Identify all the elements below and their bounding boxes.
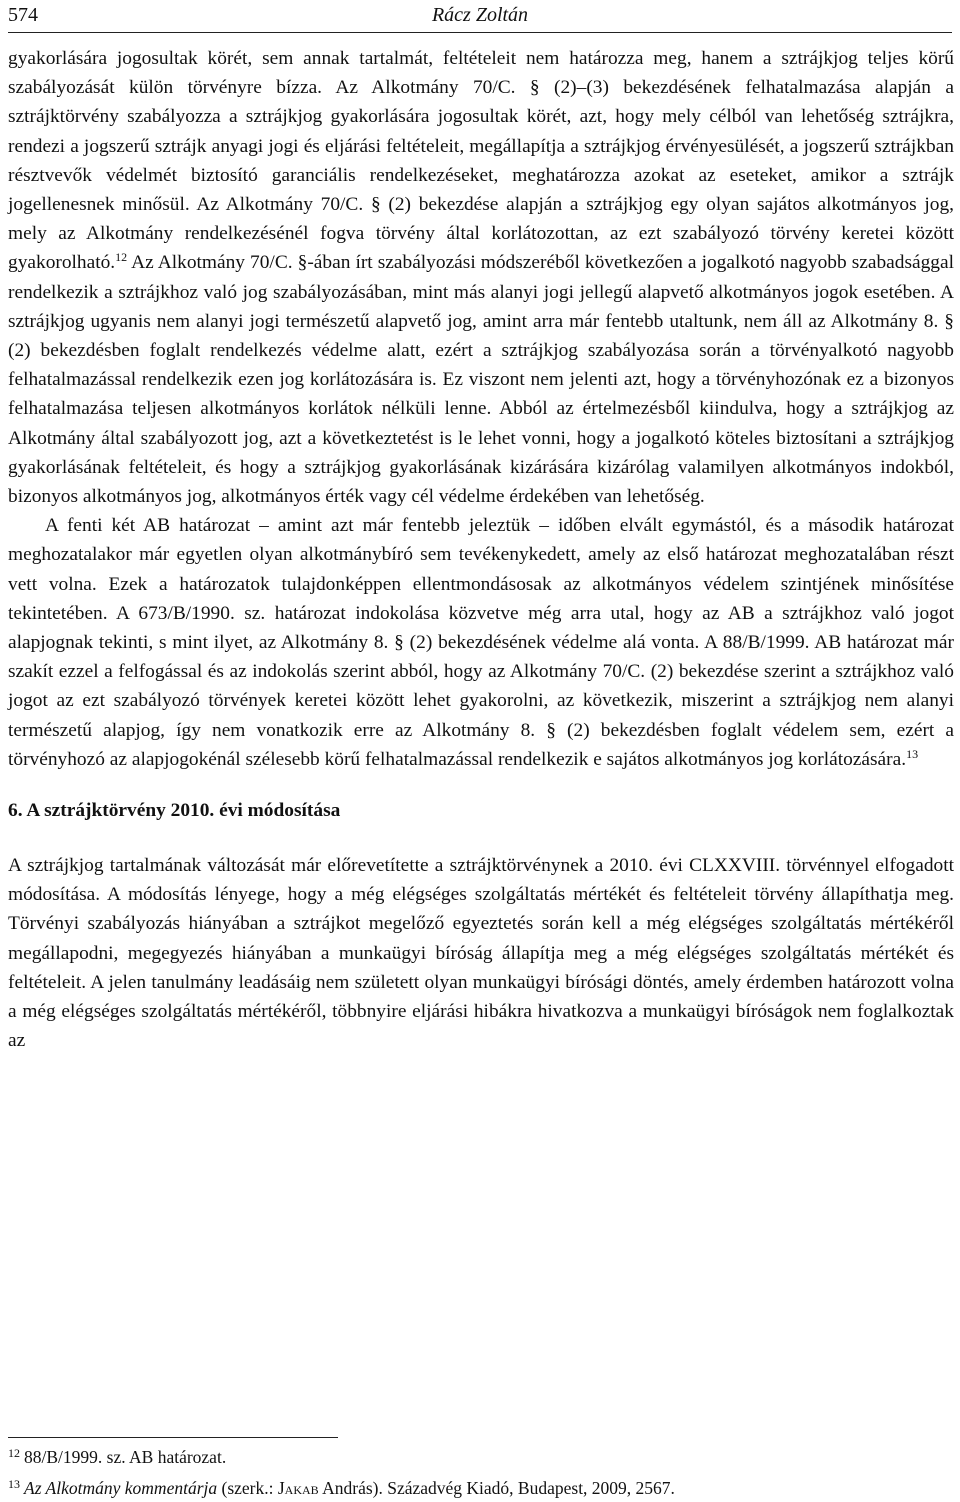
footnote-item: $^{13}$ Az Alkotmány kommentárja (szerk.: Jakab András). Századvég Kiadó, Budapest, 2009, 2567.: [8, 1477, 675, 1498]
section-heading: 6. A sztrájktörvény 2010. évi módosítása: [8, 800, 341, 822]
page-header: [8, 0, 952, 33]
footnote-item: $^{12}$ 88/B/1999. sz. AB határozat.: [8, 1446, 227, 1467]
cited-work-title: Az Alkotmány kommentárja: [24, 1478, 218, 1498]
running-head-author: Rácz Zoltán: [431, 4, 529, 26]
paragraph: A sztrájkjog tartalmának változását már előrevetítette a sztrájktörvénynek a 2010. évi CLXXVIII. törvénnyel elfogadott módosítása. A módosítás lényege, hogy a még elégséges szolgáltatás mértékét és feltételeit törvény állapíthatja meg. Törvényi szabályozás hiányában a sztrájkot megelőző egyeztetés során kell a még elégséges szolgáltatás mértékéről megállapodni, megegyezés hiányában a munkaügyi bíróság állapítja meg a még elégséges szolgáltatás mértékét és feltételeit. A jelen tanulmány leadásáig nem született olyan munkaügyi bírósági döntés, amely érdemben határozott volna a még elégséges szolgáltatás mértékéről, többnyire eljárási hibákra hivatkozva a munkaügyi bíróságok nem foglalkoztak az: [8, 855, 954, 1052]
footnote-number: 13: [8, 1477, 20, 1491]
editor-surname: Jakab: [277, 1478, 319, 1498]
footnote-number: 12: [8, 1446, 20, 1460]
footnotes: [8, 1440, 954, 1502]
paragraph: gyakorlására jogosultak körét, sem annak tartalmát, feltételeit nem határozza meg, hanem a sztrájkjog teljes körű szabályozását külön törvényre bízza. Az Alkotmány 70/C. § (2)–(3) bekezdésének felhatalmazása alapján a sztrájktörvény szabályozza a sztrájkjog gyakorlására jogosultak körét, azt, hogy mely célból van lehetőség sztrájkra, rendezi a jogszerű sztrájk anyagi jogi és eljárási feltételeit, megállapítja a sztrájkjog érvényesülését, a jogszerű sztrájkban résztvevők védelmét biztosító garanciális rendelkezéseket, meghatározza azokat az eseteket, amikor a sztrájk jogellenesnek minősül. Az Alkotmány 70/C. § (2) bekezdése alapján a sztrájkjog egy olyan sajátos alkotmányos jog, mely az Alkotmány rendelkezésénél fogva törvény által korlátozottan, az ezt szabályozó törvény keretei között gyakorolható.$^{12}$ Az Alkotmány 70/C. §-ában írt szabályozási módszeréből következően a jogalkotó nagyobb szabadsággal rendelkezik a sztrájkhoz való jog szabályozásában, mint más alanyi jogi jellegű alapvető alkotmányos jogok esetében. A sztrájkjog ugyanis nem alanyi jogi természetű alapvető jog, amint arra már fentebb utaltunk, nem áll az Alkotmány 8. § (2) bekezdésben foglalt rendelkezés védelme alatt, ezért a sztrájkjog szabályozása során a törvényalkotó nagyobb felhatalmazással rendelkezik ezen jog korlátozására is. Ez viszont nem jelenti azt, hogy a törvényhozónak ez a bizonyos felhatalmazása teljesen alkotmányos korlátok nélküli lenne. Abból az értelmezésből kiindulva, hogy a sztrájkjog az Alkotmány által szabályozott jog, azt a következtetést is le lehet vonni, hogy a jogalkotó köteles biztosítani a sztrájkjog gyakorlásának feltételeit, és hogy a sztrájkjog gyakorlásának kizárására kizárólag valamilyen alkotmányos indokból, bizonyos alkotmányos jog, alkotmányos érték vagy cél védelme érdekében van lehetőség.: [8, 48, 954, 508]
footnote-ref[interactable]: 13: [906, 746, 919, 761]
page-number: 574: [8, 4, 38, 26]
footnote-ref[interactable]: 12: [115, 250, 128, 265]
footnote-divider: [8, 1437, 338, 1438]
body-text: [8, 44, 954, 1056]
paragraph: A fenti két AB határozat – amint azt már fentebb jeleztük – időben elvált egymástól, és a második határozat meghozatalakor már egyetlen olyan alkotmánybíró sem tevékenykedett, amely az első határozat meghozatalában részt vett volna. Ezek a határozatok tulajdonképpen ellentmondásosak az alkotmányos védelem szintjének minősítése tekintetében. A 673/B/1990. sz. határozat indokolása közvetve még arra utal, hogy az AB a sztrájkhoz való jogot alapjognak tekinti, s mint ilyet, az Alkotmány 8. § (2) bekezdésének védelme alá vonta. A 88/B/1999. AB határozat már szakít ezzel a felfogással és az indokolás szerint abból, hogy az Alkotmány 70/C. (2) bekezdése szerint a sztrájkhoz való jogot az ezt szabályozó törvények keretei között lehet gyakorolni, az következik, miszerint a sztrájkjog nem alanyi természetű alapjog, így nem vonatkozik erre az Alkotmány 8. § (2) bekezdésben foglalt védelem sem, ezért a törvényhozó az alapjogokénál szélesebb körű felhatalmazással rendelkezik e sajátos alkotmányos jog korlátozására.$^{13}$: [8, 515, 954, 770]
